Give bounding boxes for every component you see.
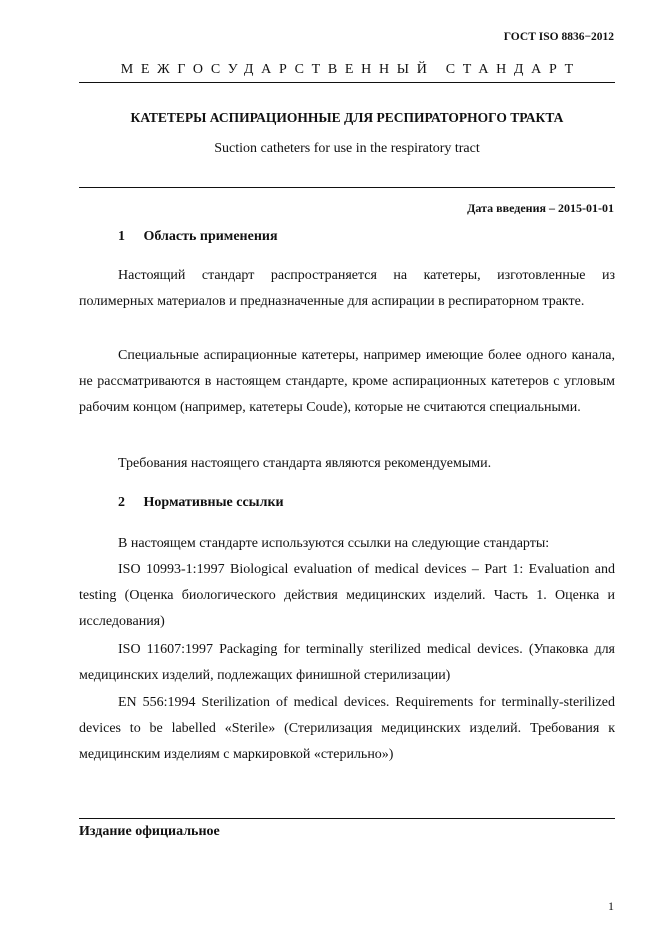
document-title-en: Suction catheters for use in the respiratory tract [214,141,480,156]
section-number: 1 [118,229,125,244]
section-number: 2 [118,495,125,510]
section-title: Область применения [143,229,278,244]
reference-item: ISO 10993-1:1997 Biological evaluation of medical devices – Part 1: Evaluation and testing (Оценка биологического действия медицинских изделий. Часть 1. Оценка и исследования) [79,562,615,629]
reference-item: EN 556:1994 Sterilization of medical devices. Requirements for terminally-sterilized devices to be labelled «Sterile» (Стерилизация медицинских изделий. Требования к медицинским изделиям с маркировкой «стерильно») [79,695,615,762]
page-number: 1 [608,899,614,913]
section-heading-normative-references [118,495,284,511]
paragraph: Специальные аспирационные катетеры, например имеющие более одного канала, не рассматриваются в настоящем стандарте, кроме аспирационных катетеров с угловым рабочим концом (например, катетеры Coude), которые не считаются специальными. [79,348,615,415]
reference-item: ISO 11607:1997 Packaging for terminally sterilized medical devices. (Упаковка для медицинских изделий, подлежащих финишной стерилизации) [79,642,615,683]
paragraph: В настоящем стандарте используются ссылки на следующие стандарты: [118,536,550,551]
footer-rule [79,818,615,819]
interstate-standard-label: МЕЖГОСУДАРСТВЕННЫЙ СТАНДАРТ [120,62,581,77]
paragraph: Настоящий стандарт распространяется на катетеры, изготовленные из полимерных материалов и предназначенные для аспирации в респираторном тракте. [79,268,615,309]
introduction-date: Дата введения – 2015-01-01 [467,201,614,215]
section-title: Нормативные ссылки [143,495,284,510]
title-rule [79,187,615,188]
header-rule [79,82,615,83]
document-title-ru: КАТЕТЕРЫ АСПИРАЦИОННЫЕ ДЛЯ РЕСПИРАТОРНОГО ТРАКТА [130,110,564,125]
official-edition-label: Издание официальное [79,824,220,839]
section-heading-scope [118,229,278,245]
paragraph: Требования настоящего стандарта являются рекомендуемыми. [118,456,492,471]
standard-code: ГОСТ ISO 8836−2012 [503,31,614,43]
